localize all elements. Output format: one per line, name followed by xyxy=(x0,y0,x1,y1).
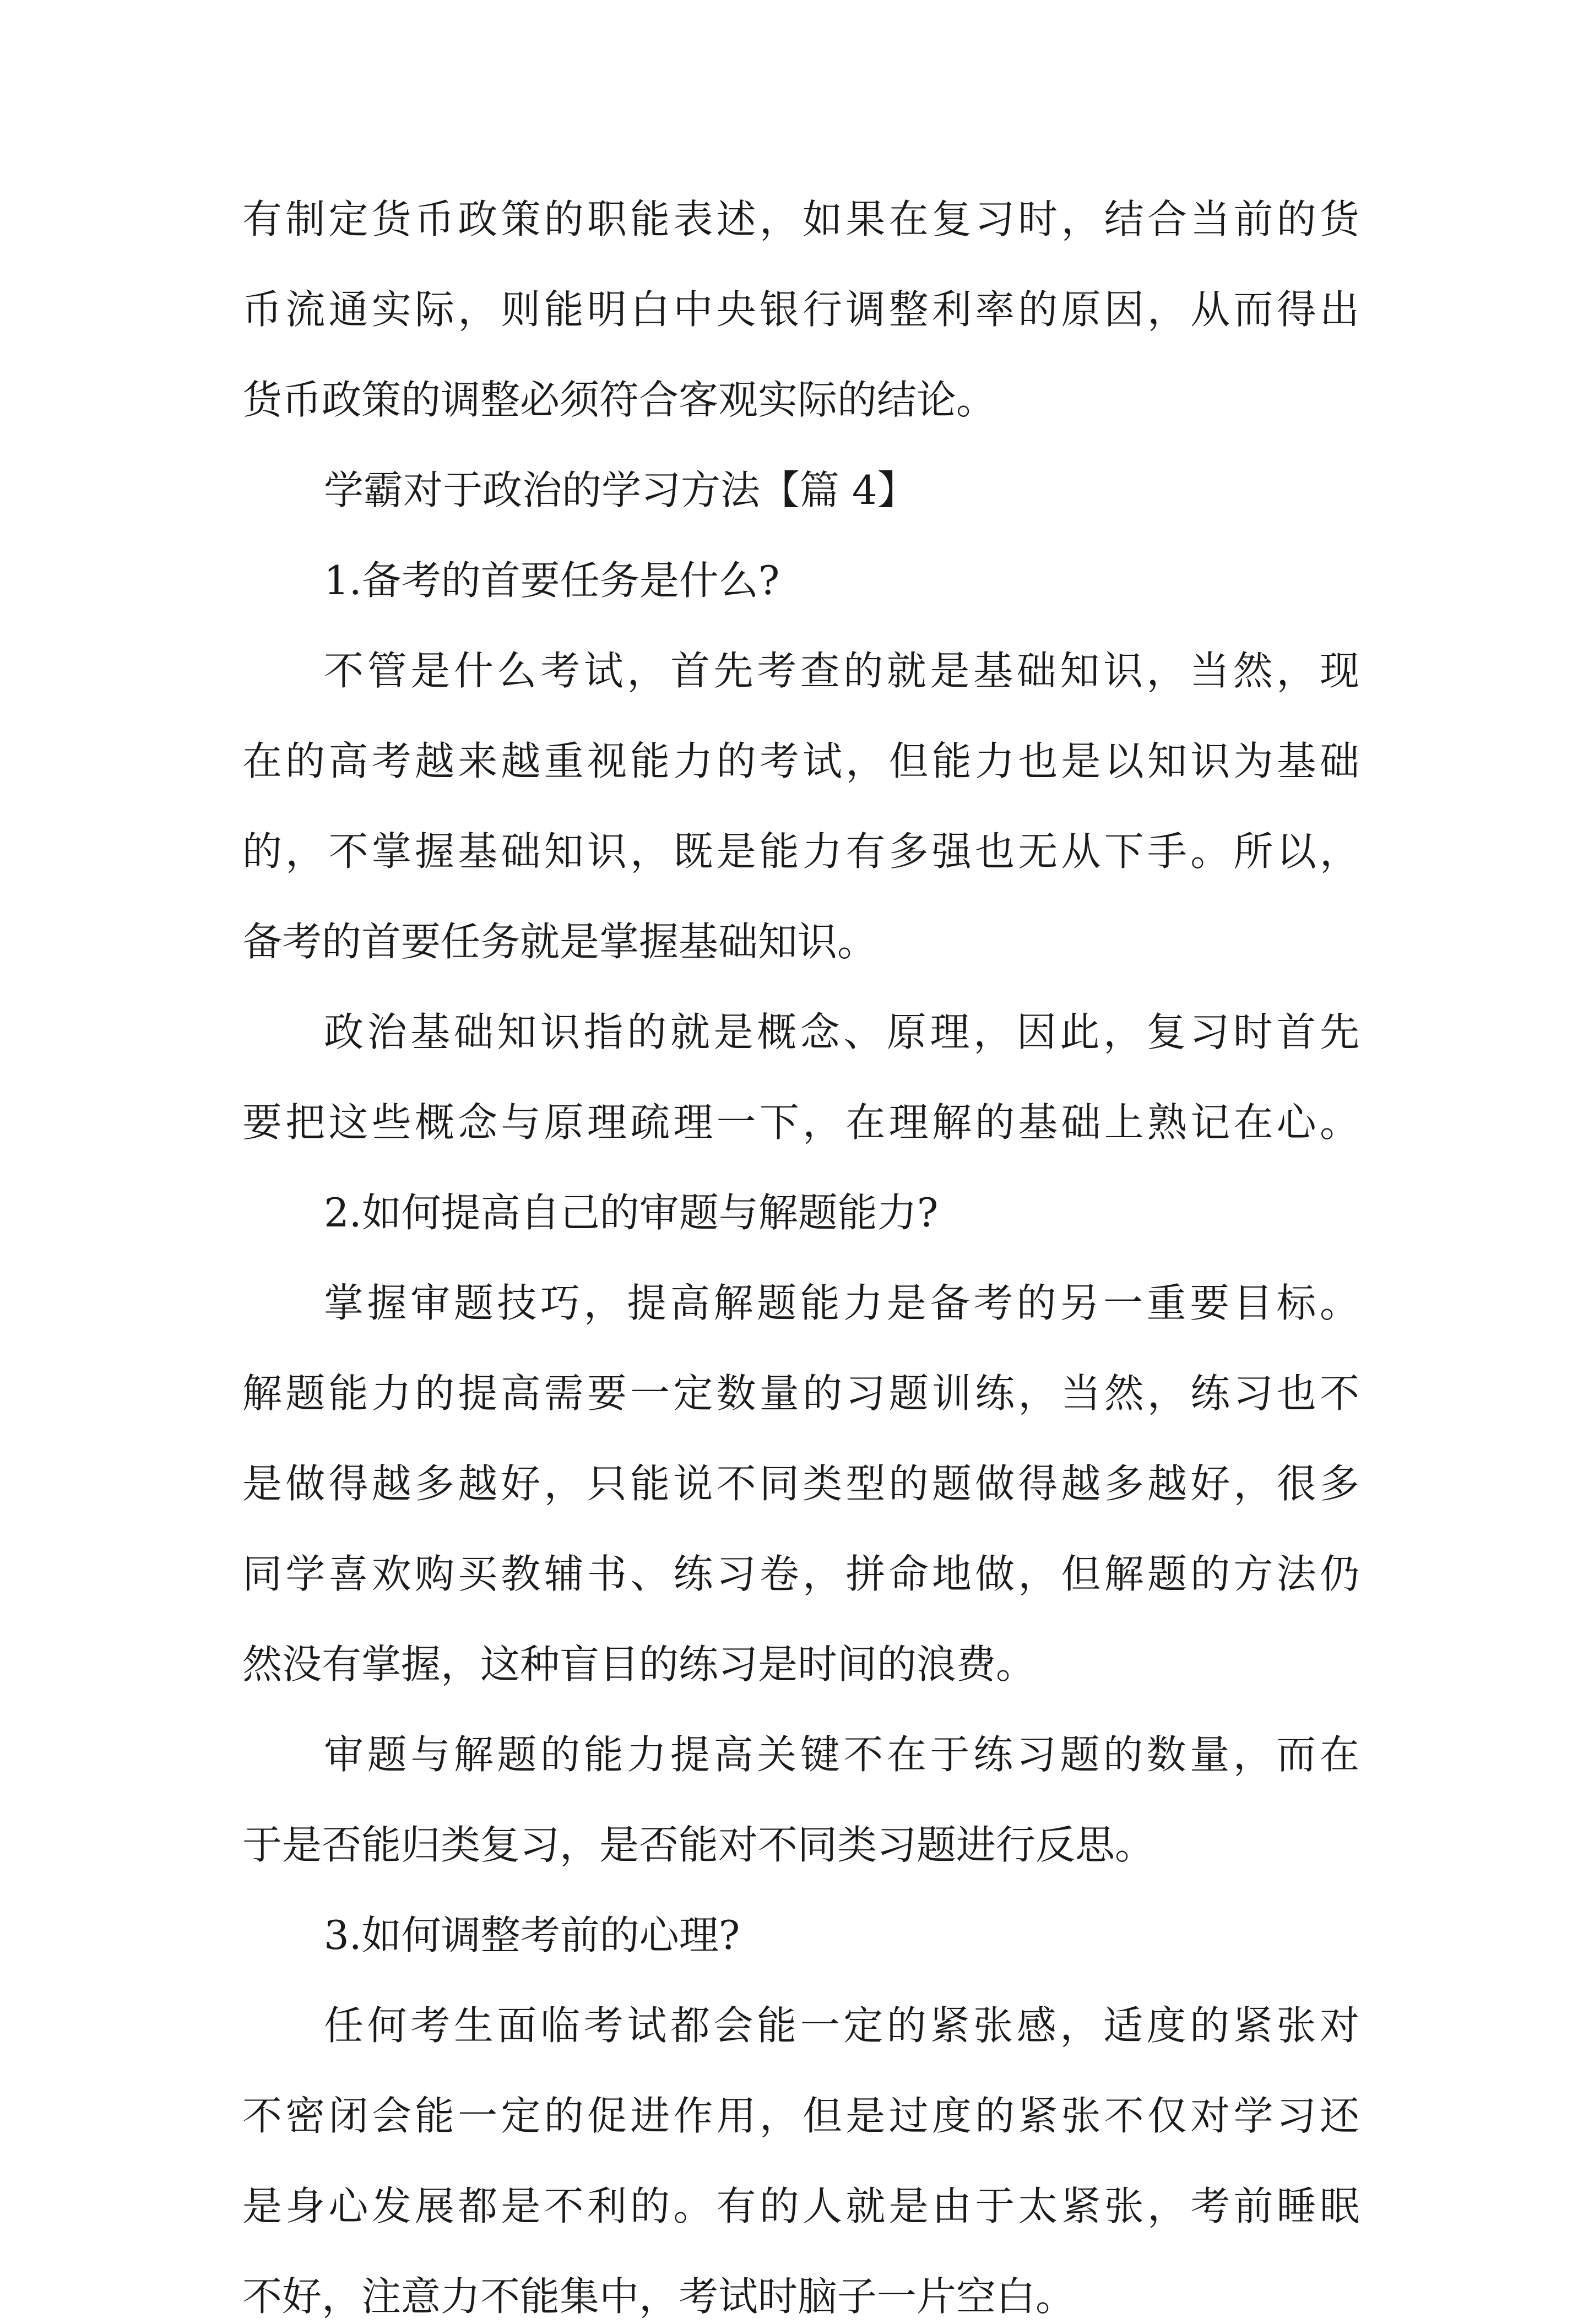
paragraph-line: 不管是什么考试，首先考查的就是基础知识，当然，现 xyxy=(324,648,1359,694)
question-heading: 1.备考的首要任务是什么? xyxy=(324,557,780,604)
paragraph-line: 是身心发展都是不利的。有的人就是由于太紧张，考前睡眠 xyxy=(242,2183,1359,2229)
question-heading: 2.如何提高自己的审题与解题能力? xyxy=(324,1190,939,1236)
paragraph-line: 于是否能归类复习，是否能对不同类习题进行反思。 xyxy=(242,1822,1155,1868)
paragraph-line: 货币政策的调整必须符合客观实际的结论。 xyxy=(242,377,996,423)
paragraph-line: 审题与解题的能力提高关键不在于练习题的数量，而在 xyxy=(324,1731,1359,1778)
paragraph-line: 然没有掌握，这种盲目的练习是时间的浪费。 xyxy=(242,1641,1036,1687)
paragraph-line: 备考的首要任务就是掌握基础知识。 xyxy=(242,919,877,965)
section-heading: 学霸对于政治的学习方法【篇 4】 xyxy=(324,467,917,513)
question-heading: 3.如何调整考前的心理? xyxy=(324,1912,740,1958)
paragraph-line: 解题能力的提高需要一定数量的习题训练，当然，练习也不 xyxy=(242,1370,1359,1416)
paragraph-line: 掌握审题技巧，提高解题能力是备考的另一重要目标。 xyxy=(324,1280,1359,1326)
paragraph-line: 币流通实际，则能明白中央银行调整利率的原因，从而得出 xyxy=(242,286,1359,333)
paragraph-line: 在的高考越来越重视能力的考试，但能力也是以知识为基础 xyxy=(242,738,1359,784)
paragraph-line: 的，不掌握基础知识，既是能力有多强也无从下手。所以， xyxy=(242,828,1359,875)
paragraph-line: 有制定货币政策的职能表述，如果在复习时，结合当前的货 xyxy=(242,196,1359,242)
paragraph-line: 任何考生面临考试都会能一定的紧张感，适度的紧张对 xyxy=(324,2002,1359,2049)
paragraph-line: 是做得越多越好，只能说不同类型的题做得越多越好，很多 xyxy=(242,1460,1359,1507)
paragraph-line: 不好，注意力不能集中，考试时脑子一片空白。 xyxy=(242,2273,1076,2320)
paragraph-line: 不密闭会能一定的促进作用，但是过度的紧张不仅对学习还 xyxy=(242,2093,1359,2139)
paragraph-line: 要把这些概念与原理疏理一下，在理解的基础上熟记在心。 xyxy=(242,1099,1359,1145)
paragraph-line: 政治基础知识指的就是概念、原理，因此，复习时首先 xyxy=(324,1009,1359,1055)
paragraph-line: 同学喜欢购买教辅书、练习卷，拼命地做，但解题的方法仍 xyxy=(242,1551,1359,1597)
